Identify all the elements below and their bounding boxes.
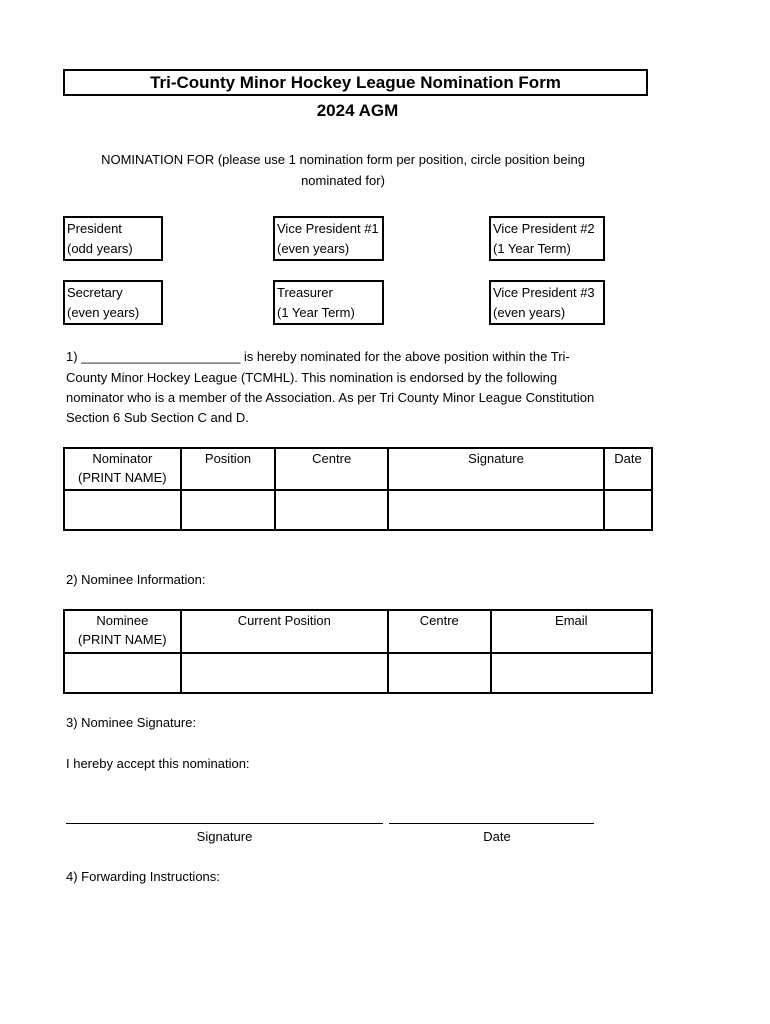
position-name: Secretary xyxy=(67,285,123,300)
nominee-current-position-field[interactable] xyxy=(181,653,388,693)
nominator-table xyxy=(63,447,653,531)
nomination-statement-line-1: 1) ______________________ is hereby nominated for the above position within the Tri- xyxy=(66,349,570,364)
table-header-row xyxy=(64,610,652,653)
nomination-statement-line-2: County Minor Hockey League (TCMHL). This nomination is endorsed by the following xyxy=(66,370,558,385)
position-name: Vice President #3 xyxy=(493,285,595,300)
header-nominator: Nominator (PRINT NAME) xyxy=(64,448,181,490)
position-term: (1 Year Term) xyxy=(277,305,355,320)
header-signature: Signature xyxy=(388,448,604,490)
date-line[interactable] xyxy=(389,823,594,824)
position-term: (even years) xyxy=(493,305,566,320)
nominee-signature-heading: 3) Nominee Signature: xyxy=(66,715,197,730)
table-row xyxy=(64,653,652,693)
table-header-row xyxy=(64,448,652,490)
header-email: Email xyxy=(491,610,652,653)
nominator-position-field[interactable] xyxy=(181,490,276,530)
nominee-email-field[interactable] xyxy=(491,653,652,693)
nomination-statement-line-3: nominator who is a member of the Association. As per Tri County Minor League Constitution xyxy=(66,390,595,405)
nominee-info-heading: 2) Nominee Information: xyxy=(66,572,206,587)
nominator-name-field[interactable] xyxy=(64,490,181,530)
position-term: (even years) xyxy=(277,241,350,256)
nominator-centre-field[interactable] xyxy=(275,490,388,530)
nominee-centre-field[interactable] xyxy=(388,653,491,693)
nominator-signature-field[interactable] xyxy=(388,490,604,530)
position-term: (even years) xyxy=(67,305,140,320)
header-position: Position xyxy=(181,448,276,490)
position-option-secretary[interactable] xyxy=(63,280,163,325)
forwarding-instructions-heading: 4) Forwarding Instructions: xyxy=(66,869,220,884)
position-name: President xyxy=(67,221,122,236)
nominee-name-field[interactable] xyxy=(64,653,181,693)
nominee-table xyxy=(63,609,653,694)
position-term: (1 Year Term) xyxy=(493,241,571,256)
nomination-statement-line-4: Section 6 Sub Section C and D. xyxy=(66,410,249,425)
form-title: Tri-County Minor Hockey League Nomination Form xyxy=(63,69,648,96)
header-nominee: Nominee (PRINT NAME) xyxy=(64,610,181,653)
instruction-line-2: nominated for) xyxy=(301,173,385,188)
position-option-vice-president-1[interactable] xyxy=(273,216,384,261)
header-centre: Centre xyxy=(388,610,491,653)
header-current-position: Current Position xyxy=(181,610,388,653)
header-date: Date xyxy=(604,448,652,490)
position-name: Vice President #2 xyxy=(493,221,595,236)
nominator-date-field[interactable] xyxy=(604,490,652,530)
position-option-vice-president-2[interactable] xyxy=(489,216,605,261)
position-option-president[interactable] xyxy=(63,216,163,261)
position-option-treasurer[interactable] xyxy=(273,280,384,325)
accept-statement: I hereby accept this nomination: xyxy=(66,756,250,771)
signature-line[interactable] xyxy=(66,823,383,824)
position-name: Vice President #1 xyxy=(277,221,379,236)
position-term: (odd years) xyxy=(67,241,133,256)
date-label: Date xyxy=(483,829,511,844)
position-option-vice-president-3[interactable] xyxy=(489,280,605,325)
instruction-line-1: NOMINATION FOR (please use 1 nomination form per position, circle position being xyxy=(101,152,585,167)
table-row xyxy=(64,490,652,530)
header-centre: Centre xyxy=(275,448,388,490)
position-name: Treasurer xyxy=(277,285,333,300)
form-subtitle: 2024 AGM xyxy=(316,101,399,120)
signature-label: Signature xyxy=(196,829,253,844)
